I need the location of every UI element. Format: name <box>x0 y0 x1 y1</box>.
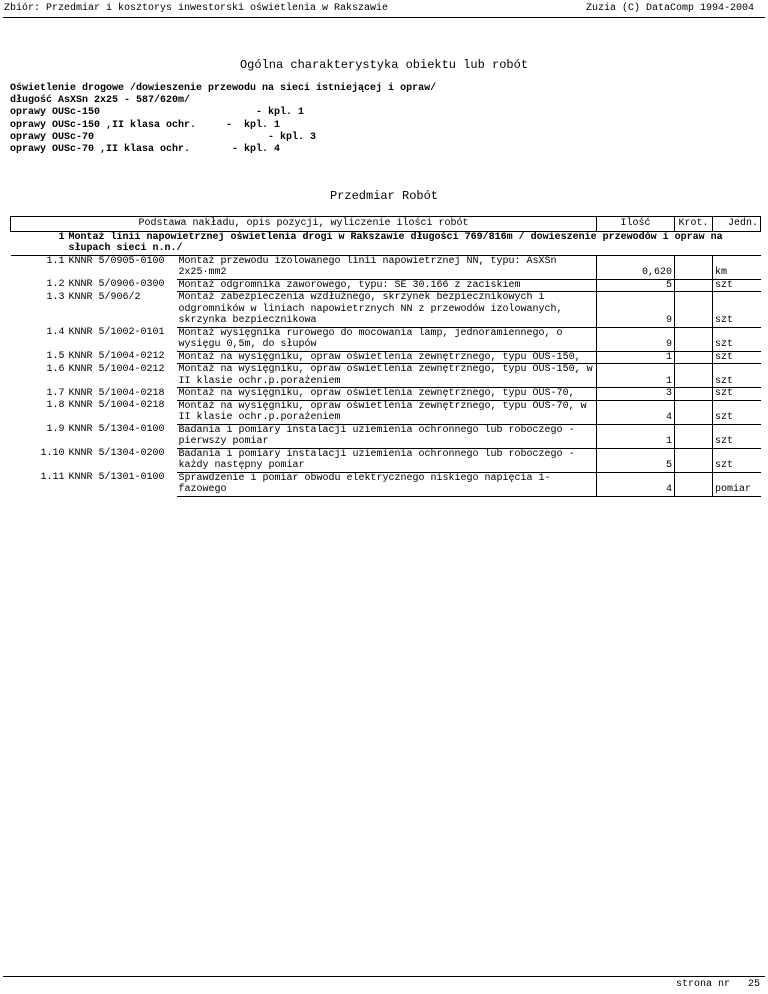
row-description: Montaż na wysięgniku, opraw oświetlenia zewnętrznego, typu OUS-150, <box>177 351 597 364</box>
row-number: 1.5 <box>46 351 65 362</box>
row-unit: szt <box>713 351 761 364</box>
row-description: Montaż wysięgnika rurowego do mocowania lamp, jednoramiennego, o wysięgu 0,5m, do słupów <box>177 327 597 351</box>
table-row <box>11 279 761 292</box>
row-code: KNNR 5/1004-0218 <box>68 400 165 411</box>
header-divider <box>3 17 765 18</box>
group-title: Montaż linii napowietrznej oświetlenia drogi w Rakszawie długości 769/816m / dowieszenie przewodów i opraw na słupach sieci n.n./ <box>67 231 761 255</box>
section-title: Ogólna charakterystyka obiektu lub robót <box>239 58 529 72</box>
row-unit: szt <box>713 448 761 472</box>
row-code: KNNR 5/1004-0212 <box>68 351 165 362</box>
table-row <box>11 400 761 424</box>
row-description: Montaż zabezpieczenia wzdłużnego, skrzynek bezpiecznikowych i odgromników w liniach napowietrznych NN z przewodów izolowanych, skrzynka bezpiecznikowa <box>177 292 597 328</box>
row-krot <box>675 279 713 292</box>
row-number: 1.8 <box>46 400 65 411</box>
header-description: Podstawa nakładu, opis pozycji, wyliczenie ilości robót <box>11 217 597 232</box>
footer-divider <box>3 976 765 977</box>
row-description: Badania i pomiary instalacji uziemienia ochronnego lub roboczego - każdy następny pomiar <box>177 448 597 472</box>
row-number: 1.11 <box>40 472 65 483</box>
row-description: Montaż na wysięgniku, opraw oświetlenia zewnętrznego, typu OUS-70, w II klasie ochr.p.porażeniem <box>177 400 597 424</box>
table-row <box>11 388 761 401</box>
row-description: Montaż na wysięgniku, opraw oświetlenia zewnętrznego, typu OUS-150, w II klasie ochr.p.porażeniem <box>177 364 597 388</box>
header-unit: Jedn. <box>713 217 761 232</box>
row-quantity: 9 <box>597 292 675 328</box>
row-unit: km <box>713 255 761 279</box>
row-krot <box>675 255 713 279</box>
row-code: KNNR 5/0905-0100 <box>68 255 165 267</box>
header-krot: Krot. <box>675 217 713 232</box>
row-quantity: 9 <box>597 327 675 351</box>
row-quantity: 0,620 <box>597 255 675 279</box>
row-code: KNNR 5/1301-0100 <box>68 472 165 483</box>
row-code: KNNR 5/1304-0200 <box>68 448 165 459</box>
row-krot <box>675 292 713 328</box>
row-quantity: 5 <box>597 448 675 472</box>
footer-label: strona nr <box>675 979 730 990</box>
przedmiar-title: Przedmiar Robót <box>329 189 439 203</box>
row-quantity: 5 <box>597 279 675 292</box>
row-krot <box>675 327 713 351</box>
row-krot <box>675 351 713 364</box>
przedmiar-table <box>10 216 761 497</box>
row-unit: szt <box>713 388 761 401</box>
row-description: Montaż odgromnika zaworowego, typu: SE 30.166 z zaciskiem <box>177 279 597 292</box>
row-unit: szt <box>713 424 761 448</box>
table-row <box>11 364 761 388</box>
table-row <box>11 327 761 351</box>
row-quantity: 1 <box>597 364 675 388</box>
row-unit: pomiar <box>713 472 761 496</box>
row-description: Sprawdzenie i pomiar obwodu elektrycznego niskiego napięcia 1-fazowego <box>177 472 597 496</box>
row-unit: szt <box>713 327 761 351</box>
page-number: 25 <box>747 979 760 990</box>
row-krot <box>675 448 713 472</box>
row-quantity: 4 <box>597 400 675 424</box>
row-quantity: 4 <box>597 472 675 496</box>
row-krot <box>675 400 713 424</box>
row-krot <box>675 424 713 448</box>
row-number: 1.1 <box>46 255 65 267</box>
row-unit: szt <box>713 364 761 388</box>
row-quantity: 1 <box>597 351 675 364</box>
table-row <box>11 472 761 496</box>
row-code: KNNR 5/1002-0101 <box>68 327 165 338</box>
row-quantity: 1 <box>597 424 675 448</box>
table-row <box>11 292 761 328</box>
header-software-credit: Zuzia (C) DataComp 1994-2004 <box>585 3 754 14</box>
row-code: KNNR 5/1304-0100 <box>68 424 165 435</box>
group-number: 1 <box>11 231 67 255</box>
row-krot <box>675 472 713 496</box>
row-number: 1.10 <box>40 448 65 459</box>
page-footer <box>658 979 760 990</box>
object-description: Oświetlenie drogowe /dowieszenie przewodu na sieci istniejącej i opraw/ długość AsXSn 2x25 - 587/620m/ oprawy OUSc-150 - kpl. 1 oprawy OUSc-150 ,II klasa ochr. - kpl. 1 oprawy OUSc-70 - kpl. 3 oprawy OUSc-70 ,II klasa ochr. - kpl. 4 <box>10 83 437 156</box>
row-code: KNNR 5/1004-0212 <box>68 363 165 375</box>
row-number: 1.4 <box>46 327 65 338</box>
table-row <box>11 448 761 472</box>
group-row <box>11 231 761 255</box>
row-description: Montaż przewodu izolowanego linii napowietrznej NN, typu: AsXSn 2x25·mm2 <box>177 255 597 279</box>
table-header-row <box>11 217 761 232</box>
row-unit: szt <box>713 279 761 292</box>
row-number: 1.2 <box>46 279 65 290</box>
row-number: 1.6 <box>46 363 65 375</box>
row-number: 1.3 <box>46 291 65 303</box>
row-unit: szt <box>713 400 761 424</box>
row-code: KNNR 5/0906-0300 <box>68 279 165 290</box>
header-collection-title: Zbiór: Przedmiar i kosztorys inwestorski oświetlenia w Rakszawie <box>4 3 389 14</box>
header-quantity: Ilość <box>597 217 675 232</box>
row-description: Badania i pomiary instalacji uziemienia ochronnego lub roboczego - pierwszy pomiar <box>177 424 597 448</box>
row-number: 1.7 <box>46 387 65 399</box>
row-code: KNNR 5/906/2 <box>68 291 141 303</box>
table-row <box>11 255 761 279</box>
row-quantity: 3 <box>597 388 675 401</box>
row-description: Montaż na wysięgniku, opraw oświetlenia zewnętrznego, typu OUS-70, <box>177 388 597 401</box>
row-code: KNNR 5/1004-0218 <box>68 387 165 399</box>
table-row <box>11 351 761 364</box>
row-number: 1.9 <box>46 424 65 435</box>
row-unit: szt <box>713 292 761 328</box>
row-krot <box>675 388 713 401</box>
row-krot <box>675 364 713 388</box>
table-row <box>11 424 761 448</box>
